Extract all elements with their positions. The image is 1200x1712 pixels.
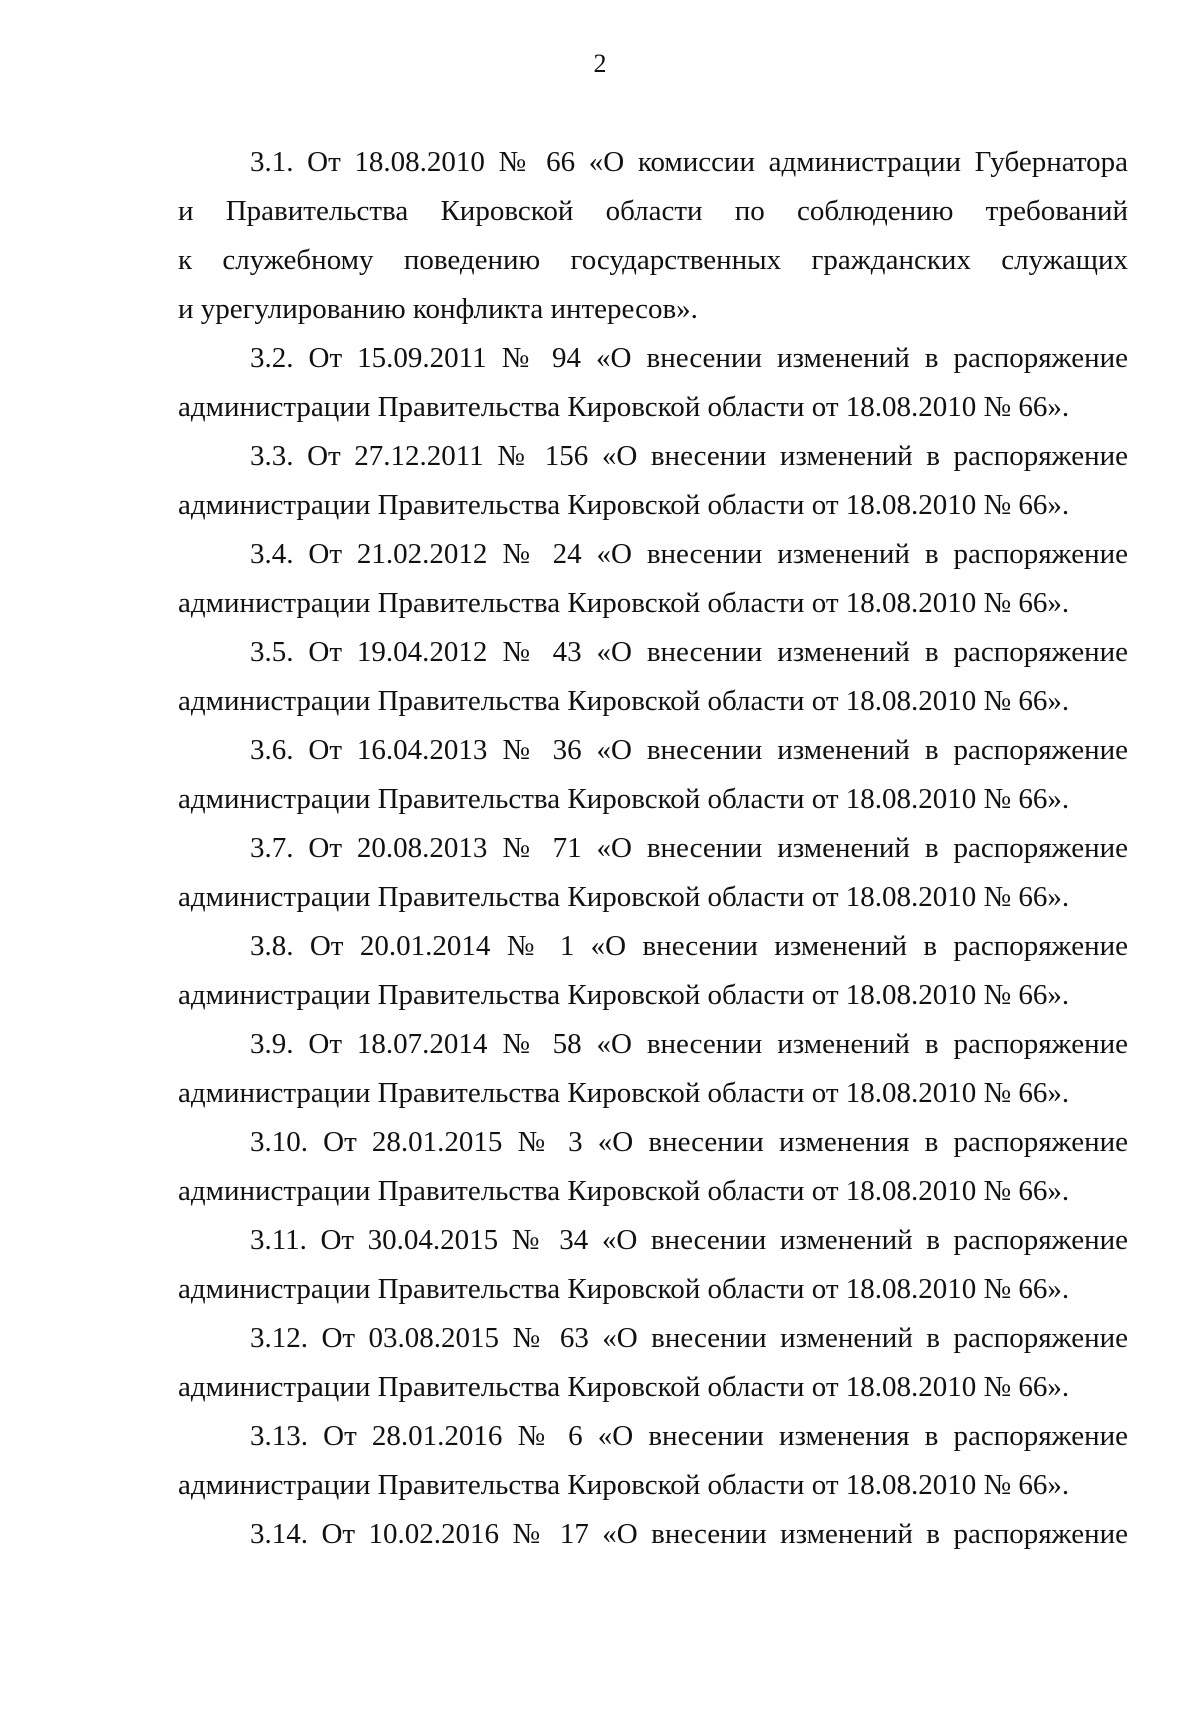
- list-item-3-7: [178, 824, 1128, 922]
- item-line: 3.2. От 15.09.2011 № 94 «О внесении изменений в распоряжение: [250, 342, 1128, 374]
- item-line: и Правительства Кировской области по соблюдению требований: [178, 195, 1128, 227]
- list-item-3-3: [178, 432, 1128, 530]
- page-number: 2: [593, 49, 607, 78]
- item-line: администрации Правительства Кировской области от 18.08.2010 № 66».: [178, 587, 1070, 619]
- item-line: администрации Правительства Кировской области от 18.08.2010 № 66».: [178, 1469, 1070, 1501]
- item-line: администрации Правительства Кировской области от 18.08.2010 № 66».: [178, 489, 1070, 521]
- item-line: администрации Правительства Кировской области от 18.08.2010 № 66».: [178, 979, 1070, 1011]
- list-item-3-2: [178, 334, 1128, 432]
- item-line: 3.13. От 28.01.2016 № 6 «О внесении изменения в распоряжение: [250, 1420, 1128, 1452]
- item-line: 3.6. От 16.04.2013 № 36 «О внесении изменений в распоряжение: [250, 734, 1128, 766]
- item-line: 3.11. От 30.04.2015 № 34 «О внесении изменений в распоряжение: [250, 1224, 1128, 1256]
- item-line: 3.3. От 27.12.2011 № 156 «О внесении изменений в распоряжение: [250, 440, 1128, 472]
- item-line: администрации Правительства Кировской области от 18.08.2010 № 66».: [178, 685, 1070, 717]
- list-item-3-11: [178, 1216, 1128, 1314]
- item-line: администрации Правительства Кировской области от 18.08.2010 № 66».: [178, 783, 1070, 815]
- item-line: администрации Правительства Кировской области от 18.08.2010 № 66».: [178, 1077, 1070, 1109]
- list-item-3-10: [178, 1118, 1128, 1216]
- item-line: 3.4. От 21.02.2012 № 24 «О внесении изменений в распоряжение: [250, 538, 1128, 570]
- list-item-3-12: [178, 1314, 1128, 1412]
- list-item-3-5: [178, 628, 1128, 726]
- item-line: 3.14. От 10.02.2016 № 17 «О внесении изменений в распоряжение: [250, 1518, 1128, 1550]
- item-line: 3.7. От 20.08.2013 № 71 «О внесении изменений в распоряжение: [250, 832, 1128, 864]
- item-line: 3.8. От 20.01.2014 № 1 «О внесении изменений в распоряжение: [250, 930, 1128, 962]
- item-line: 3.12. От 03.08.2015 № 63 «О внесении изменений в распоряжение: [250, 1322, 1128, 1354]
- list-item-3-9: [178, 1020, 1128, 1118]
- item-line: администрации Правительства Кировской области от 18.08.2010 № 66».: [178, 391, 1070, 423]
- item-line: 3.10. От 28.01.2015 № 3 «О внесении изменения в распоряжение: [250, 1126, 1128, 1158]
- list-item-3-14: [178, 1510, 1128, 1559]
- item-line: 3.5. От 19.04.2012 № 43 «О внесении изменений в распоряжение: [250, 636, 1128, 668]
- list-item-3-13: [178, 1412, 1128, 1510]
- item-line: 3.9. От 18.07.2014 № 58 «О внесении изменений в распоряжение: [250, 1028, 1128, 1060]
- item-line: 3.1. От 18.08.2010 № 66 «О комиссии администрации Губернатора: [250, 146, 1128, 178]
- item-line: администрации Правительства Кировской области от 18.08.2010 № 66».: [178, 1371, 1070, 1403]
- list-item-3-6: [178, 726, 1128, 824]
- item-line: администрации Правительства Кировской области от 18.08.2010 № 66».: [178, 1273, 1070, 1305]
- item-line: и урегулированию конфликта интересов».: [178, 293, 698, 325]
- list-item-3-4: [178, 530, 1128, 628]
- document-body: [178, 138, 1128, 1559]
- list-item-3-1: [178, 138, 1128, 334]
- item-line: администрации Правительства Кировской области от 18.08.2010 № 66».: [178, 1175, 1070, 1207]
- list-item-3-8: [178, 922, 1128, 1020]
- item-line: администрации Правительства Кировской области от 18.08.2010 № 66».: [178, 881, 1070, 913]
- item-line: к служебному поведению государственных гражданских служащих: [178, 244, 1128, 276]
